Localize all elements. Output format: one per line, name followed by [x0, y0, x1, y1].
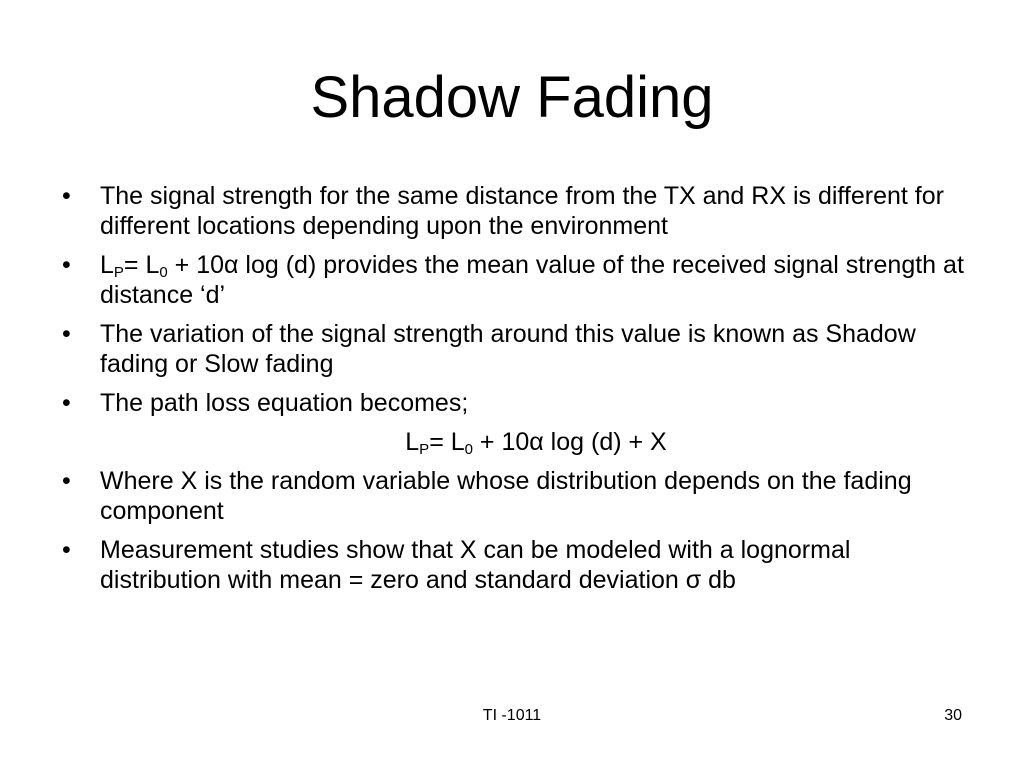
bullet-dot: • — [62, 320, 71, 348]
footer-course-code: TI -1011 — [482, 707, 542, 724]
bullet-item-mean-value — [62, 250, 972, 310]
bullet-text: The path loss equation becomes; — [100, 389, 469, 417]
formula-subscript-p: P — [113, 264, 124, 281]
equation-rest: + 10α log (d) + X — [472, 428, 667, 456]
bullet-text: Where X is the random variable whose distribution depends on the fading component — [100, 467, 912, 525]
bullet-dot: • — [62, 467, 71, 495]
bullet-item-random-variable — [62, 466, 972, 526]
equation-subscript-p: P — [419, 441, 430, 458]
formula-subscript-0: 0 — [159, 264, 168, 281]
bullet-text: Measurement studies show that X can be modeled with a lognormal distribution with mean = zero and standard deviation σ db — [100, 536, 851, 594]
bullet-dot: • — [62, 182, 71, 210]
bullet-dot: • — [62, 536, 71, 564]
formula-rest: + 10α log (d) provides the mean value of the received signal strength at distance ‘d’ — [100, 251, 964, 309]
bullet-text: The signal strength for the same distance from the TX and RX is different for different locations depending upon the environment — [100, 182, 944, 240]
bullet-text: The variation of the signal strength around this value is known as Shadow fading or Slow fading — [100, 320, 916, 378]
bullet-item-variation — [62, 319, 972, 379]
bullet-item-measurement — [62, 535, 972, 595]
bullet-item-path-loss — [62, 388, 972, 418]
bullet-list — [62, 181, 972, 604]
bullet-dot: • — [62, 389, 71, 417]
formula-base: L — [100, 251, 114, 279]
equation-base: L — [405, 428, 420, 456]
equation-subscript-0: 0 — [464, 441, 473, 458]
slide-title: Shadow Fading — [310, 65, 714, 130]
bullet-dot: • — [62, 251, 71, 279]
equation-mid: = L — [429, 428, 465, 456]
path-loss-equation — [62, 427, 972, 457]
page-number: 30 — [944, 707, 962, 724]
formula-mid: = L — [123, 251, 160, 279]
bullet-item-signal-strength — [62, 181, 972, 241]
